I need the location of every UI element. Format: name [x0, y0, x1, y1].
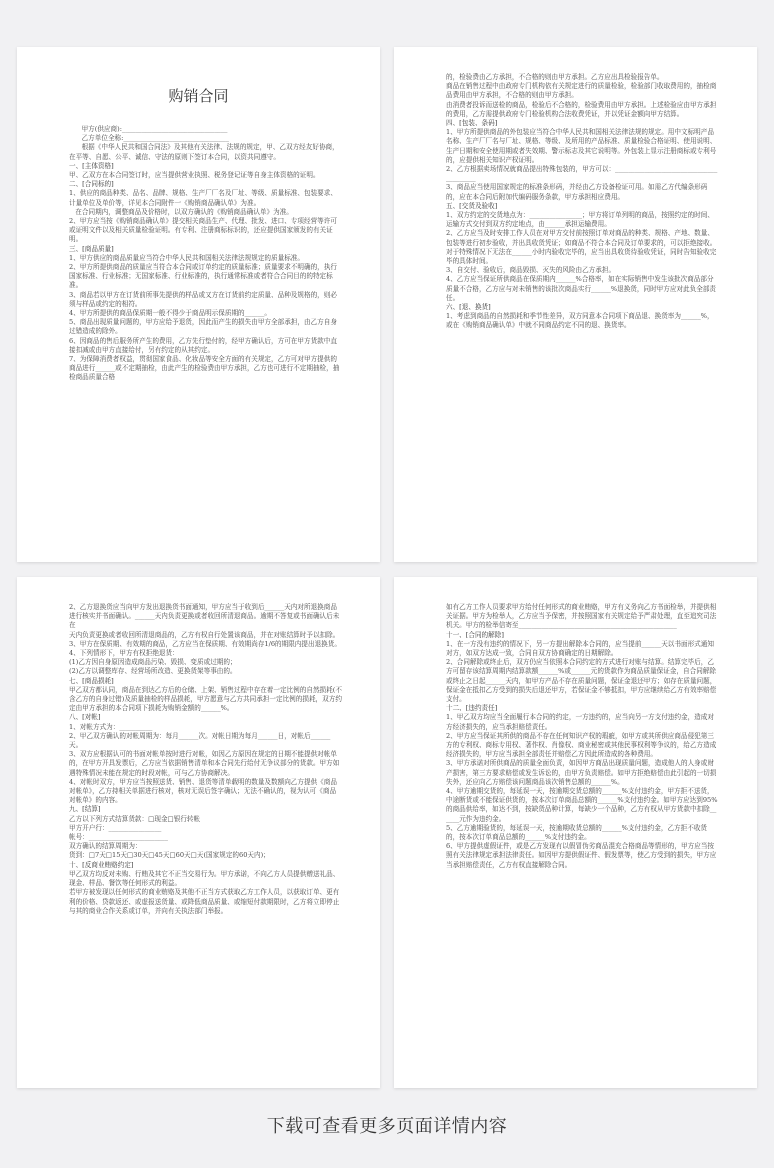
contract-paragraph: 甲方开户行：________________ [69, 823, 162, 832]
contract-paragraph: 若甲方被发现以任何形式的商业贿赂及其他不正当方式获取乙方工作人员，以获取订单、更有利的价格、贷款返还、或虚报送货量、或降低商品质量、或缩短付款期限时，乙方将立即停止与其的商业合作关系或订单，并向有关执法部门举报。 [69, 888, 340, 915]
contract-paragraph: 3、商品应当使用国家规定的标准条形码，并经由乙方设备检证可用。如需乙方代编条形码的，应在本合同后附加代编码服务条款，甲方承担相应费用。 [446, 183, 708, 201]
contract-paragraph: 货到：□7天□15天□30天□45天□60天□天(国家规定的60天内)； [69, 851, 270, 860]
contract-paragraph: 3、甲方在保质期、有效期的商品，乙方应当在保质期、有效期尚存1/6的期限内提出退换货。 [69, 639, 341, 648]
contract-paragraph: 三、[商品质量] [69, 244, 114, 253]
contract-paragraph: 5、乙方逾期验货的，每延误一天，按逾期收货总额的______%支付违约金，乙方拒不收货的，按本次订单商品总额的______%支付违约金。 [446, 823, 708, 842]
contract-paragraph: 1、甲方所提供商品的外包装应当符合中华人民共和国相关法律法规的规定。用中文标明产品名称、生产厂厂名与厂址、规格、等级、及所用的产品标准、质量检验合格证明、使用说明、生产日期和安全使用期或者失效期、警示标志及其它说明等。外包装上显示注册商标或专利号的，应提供相关知识产权证明。 [446, 128, 717, 164]
page-3-body [69, 603, 342, 1068]
contract-paragraph: 天内负责更换或者收回所清退商品的，乙方有权自行处置该商品，并在对账结算时予以扣除。 [69, 630, 340, 639]
contract-paragraph: 2、合同解除或终止后，双方仍应当依照本合同约定的方式进行对账与结算。结算完毕后，乙方可留存该结算周期内结算款额______%或______元的货款作为商品质量保证金，自合同解除或终止之日起______天内，如甲方产品不存在质量问题，保证金退还甲方；如存在质量问题，保证金在抵扣乙方受到的损失后退还甲方，若保证金不够抵扣，甲方应继续给乙方有效率赔偿支付。 [446, 658, 717, 704]
contract-paragraph: 1、双方约定的交货地点为：________________；甲方将订单列明的商品，按照约定的时间、运输方式交付到双方约定地点，由______承担运输费用。 [446, 211, 714, 229]
contract-paragraph: 6、因商品的售后服务所产生的费用，乙方先行垫付的，经甲方确认后，方可在甲方货款中直接扣减或由甲方直接给付，另有约定的从其约定。 [69, 336, 337, 354]
contract-paragraph: 乙方以下列方式结算货款：□现金□银行转帐 [69, 814, 201, 823]
contract-paragraph: 七、[商品损耗] [69, 676, 114, 685]
page-2-body [446, 73, 719, 542]
contract-paragraph: 5、商品出现质量问题的，甲方应给予退货，因此而产生的损失由甲方全部承担，由乙方自身过错造成的除外。 [69, 318, 337, 336]
contract-paragraph: 6、甲方提供虚假证件，或是乙方发现有以假冒伪劣商品混充合格商品等情形的，甲方应当按照有关法律规定承担法律责任。如因甲方提供假证件、假发票等，使乙方受到的损失，甲方应当承担赔偿责任，乙方有权直接解除合同。 [446, 842, 717, 869]
contract-paragraph: 由消费者投诉而送检的商品，检验后不合格的，检验费用由甲方承担。上述检验应由甲方承担的费用，乙方需提供政府专门检验机构合法收费凭证，并以凭证金额向甲方结算。 [446, 100, 717, 118]
contract-paragraph: 五、[交货及验收] [446, 201, 498, 210]
contract-page-4 [394, 577, 757, 1088]
contract-paragraph: 2、甲方应当按《购销商品确认单》提交相关商品生产、代理、批发、进口、专项经营等许可或证明文件以及相关质量检验证明。有专利、注册商标标识的，还应提供国家颁发的有关证明。 [69, 217, 337, 244]
contract-paragraph: 1、在一方没有违约的情况下，另一方提出解除本合同的，应当提前______天以书面形式通知对方，如双方达成一致，合同自双方协商确定的日期解除。 [446, 639, 714, 658]
contract-paragraph: 1、甲乙双方均应当全面履行本合同的约定，一方违约的，应当向另一方支付违约金，造成对方经济损失的，应当承担赔偿责任。 [446, 713, 714, 731]
contract-paragraph: 六、[退、换货] [446, 303, 491, 312]
contract-paragraph: 双方确认的结算周期为： [69, 842, 142, 851]
contract-paragraph: 根据《中华人民共和国合同法》及其他有关法律、法规的规定，甲、乙双方经友好协商，在平等、自愿、公平、诚信、守法的原则下签订本合同，以资共同遵守。 [69, 143, 339, 161]
contract-paragraph: 7、为保障消费者权益，贯彻国家食品、化妆品等安全方面的有关规定，乙方可对甲方提供的商品进行______或不定期抽检，由此产生的检验费由甲方承担，乙方也可进行不定期抽检，抽检商品质量合格 [69, 355, 340, 382]
contract-paragraph: 3、甲方承诺对所供商品的质量全面负责，如因甲方商品出现质量问题，造成他人的人身或财产损害，第三方要求赔偿或发生诉讼的，由甲方负责赔偿。如甲方拒绝赔偿由此引起的一切损失外，还应向乙方赔偿该问题商品该次销售总额的______%。 [446, 759, 717, 786]
contract-paragraph: 2、甲方所提供商品的质量应当符合本合同或订单约定的质量标准；质量要求不明确的，执行国家标准、行业标准；无国家标准、行业标准的，执行通常标准或者符合合同目的的特定标准。 [69, 263, 337, 290]
contract-paragraph: 4、对帐时双方，甲方应当按照送货、销售、退货等清单载明的数量及数额向乙方提供《商品对帐单》，乙方持相关单据进行核对，核对无误后签字确认；无法不确认的，视为认可《商品对帐单》的内容。 [69, 777, 337, 805]
contract-paragraph: 九、[结算] [69, 805, 101, 814]
contract-paragraph: 2、甲方应当保证其所供的商品不存在任何知识产权的瑕疵，如甲方或其所供应商品侵犯第三方的专利权、商标专用权、著作权、肖像权、商业秘密或其他民事权利等争议的，给乙方造成经济损失的，甲方应当承担全部责任并赔偿乙方因此所造成的各种费用。 [446, 731, 717, 759]
contract-paragraph: 甲乙双方均反对未购、行贿及其它不正当交易行为。甲方承诺，不向乙方人员提供赠送礼品、现金、样品、餐饮等任何形式的利益。 [69, 869, 340, 888]
contract-paragraph: 3、自交付、验收后，商品毁损、灭失的风险由乙方承担。 [446, 266, 616, 275]
contract-paragraph: 1、考虑到商品的自然损耗和季节性差异，双方同意本合同项下商品退、换货率为______%，或在《购销商品确认单》中就不同商品约定不同的退、换货率。 [446, 312, 714, 330]
contract-paragraph: (2)乙方以调整库存、经营场所改造、更换货架等事由的。 [69, 667, 237, 676]
contract-paragraph: 3、双方应根据认可的书面对帐单按时进行对帐，如因乙方原因在规定的日期不能提供对帐单的，在甲方开具发票后，乙方应当依据销售清单和本合同先行给付无争议部分的货款。甲方如遇特殊情况未能在规定的时段对帐，可与乙方协商解决。 [69, 750, 340, 777]
contract-paragraph: 帐号：________________________ [69, 833, 168, 842]
contract-paragraph: 4、甲方所提供的商品保质期一般不得少于商品明示保质期的______。 [69, 309, 272, 318]
contract-paragraph: 一、[主体资格] [69, 161, 114, 170]
contract-paragraph: 十二、[违约责任] [446, 704, 498, 713]
contract-paragraph: 如有乙方工作人员要求甲方给付任何形式的商业贿赂，甲方有义务向乙方书面检举，并提供相关证据。甲方为检举人，乙方应当予保密，并按照国家有关规定给予严肃处理，直至追究司法机关。甲方的检举信寄至________________________________________________ [446, 603, 717, 630]
contract-paragraph: 八、[对帐] [69, 713, 101, 722]
contract-paragraph: 4、甲方逾期交货的，每延误一天，按逾期交货总额的______%支付违约金，甲方拒不送货，中途断货或不能保证供货的，按本次订单商品总额的______%支付违约金。如甲方应达到95%的商品供给率，如达不到，按缺货品种计算，每缺少一个品种，乙方有权从甲方货款中扣除______元作为违约金。 [446, 787, 718, 823]
contract-paragraph: 乙方单位全称:________________________________ [69, 134, 229, 143]
contract-paragraph: 甲、乙双方在本合同签订时，应当提供营业执照、税务登记证等自身主体资格的证明。 [69, 171, 320, 180]
contract-paragraph: 3、商品若以甲方在订货前所事先提供的样品或又方在订货前约定质量、品种及规格的，则必须与样品或约定的相符。 [69, 290, 337, 308]
contract-paragraph: 4、乙方应当保证所供商品在保质期内______%合格率，如在实际销售中发生该批次商品部分质量不合格，乙方应与对未销售的该批次商品实行______%退换货，同时甲方应对此负全部责任。 [446, 275, 717, 302]
contract-page-1 [17, 47, 380, 562]
contract-paragraph: 四、[包装、条码] [446, 119, 498, 128]
contract-paragraph: 二、[合同标的] [69, 180, 114, 189]
contract-paragraph: 1、供应的商品种类、品名、品牌、规格、生产厂厂名及厂址、等级、质量标准、包装要求、计量单位及单价等，详见本合同附件一《购销商品确认单》为准。 [69, 189, 337, 207]
contract-paragraph: 十一、[合同的解除] [446, 630, 504, 639]
contract-page-3 [17, 577, 380, 1088]
page-4-body [446, 603, 719, 1068]
page-1-body [69, 125, 342, 542]
contract-paragraph: 的，检验费由乙方承担，不合格的则由甲方承担。乙方应出具检验报告单。 [446, 73, 664, 81]
contract-paragraph: 1、甲方供应的商品质量应当符合中华人民共和国相关法律法规规定的质量标准。 [69, 253, 304, 262]
contract-paragraph: 4、下列情形下，甲方有权拒绝退货： [69, 649, 179, 658]
contract-paragraph: 2、甲乙双方确认的对帐周期为：每月______次。对帐日期为每月______日，对帐后______天。 [69, 731, 331, 750]
contract-paragraph: 在合同期内，调整商品及价格时，以双方确认的《购销商品确认单》为准。 [69, 207, 293, 216]
contract-paragraph: 2、乙方根据卖场情况就商品提出特殊包装的，甲方可以：________________________________________ [446, 165, 718, 183]
contract-paragraph: 2、乙方退换货应当向甲方发出退换货书面通知，甲方应当于收到后______天内对所退换商品进行核实并书面确认。______天内负责更换或者收回所清退商品。逾期不答复或书面确认后未在 [69, 603, 340, 630]
contract-paragraph: (1)乙方因自身原因造成商品污染、毁损、变质或过期的； [69, 658, 237, 667]
download-more-caption: 下载可查看更多页面详情内容 [266, 1116, 508, 1137]
contract-paragraph: 甲方(供应商):________________________________ [69, 125, 228, 133]
contract-paragraph: 1、对帐方式为：__________ [69, 722, 153, 731]
contract-page-2 [394, 47, 757, 562]
contract-paragraph: 十、[反商业贿赂约定] [69, 860, 134, 869]
contract-paragraph: 2、乙方应当及时安排工作人员在对甲方交付前按照订单对商品的种类、规格、产地、数量、包装等进行初步验收，并出具收货凭证；如商品不符合本合同及订单要求的，可以拒绝接收。对于特殊情况下无法在______小时内验收完毕的，应当出具收货待验收凭证，同时告知验收完毕的具体时间。 [446, 229, 717, 266]
contract-paragraph: 甲乙双方都认同，商品在到达乙方后的仓储、上架、销售过程中存在着一定比例的自然损耗(不含乙方的自身过错)及质量抽检的样品损耗，甲方愿意与乙方共同承担一定比例的损耗，双方约定由甲方承担的本合同项下损耗为购销金额的______%。 [69, 685, 342, 713]
contract-paragraph: 商品在销售过程中由政府专门机构依有关规定进行的质量检验，检验部门收取费用的，抽检商品费用由甲方承担，不合格的则由甲方承担。 [446, 82, 717, 100]
page-title: 购销合同 [168, 87, 229, 105]
